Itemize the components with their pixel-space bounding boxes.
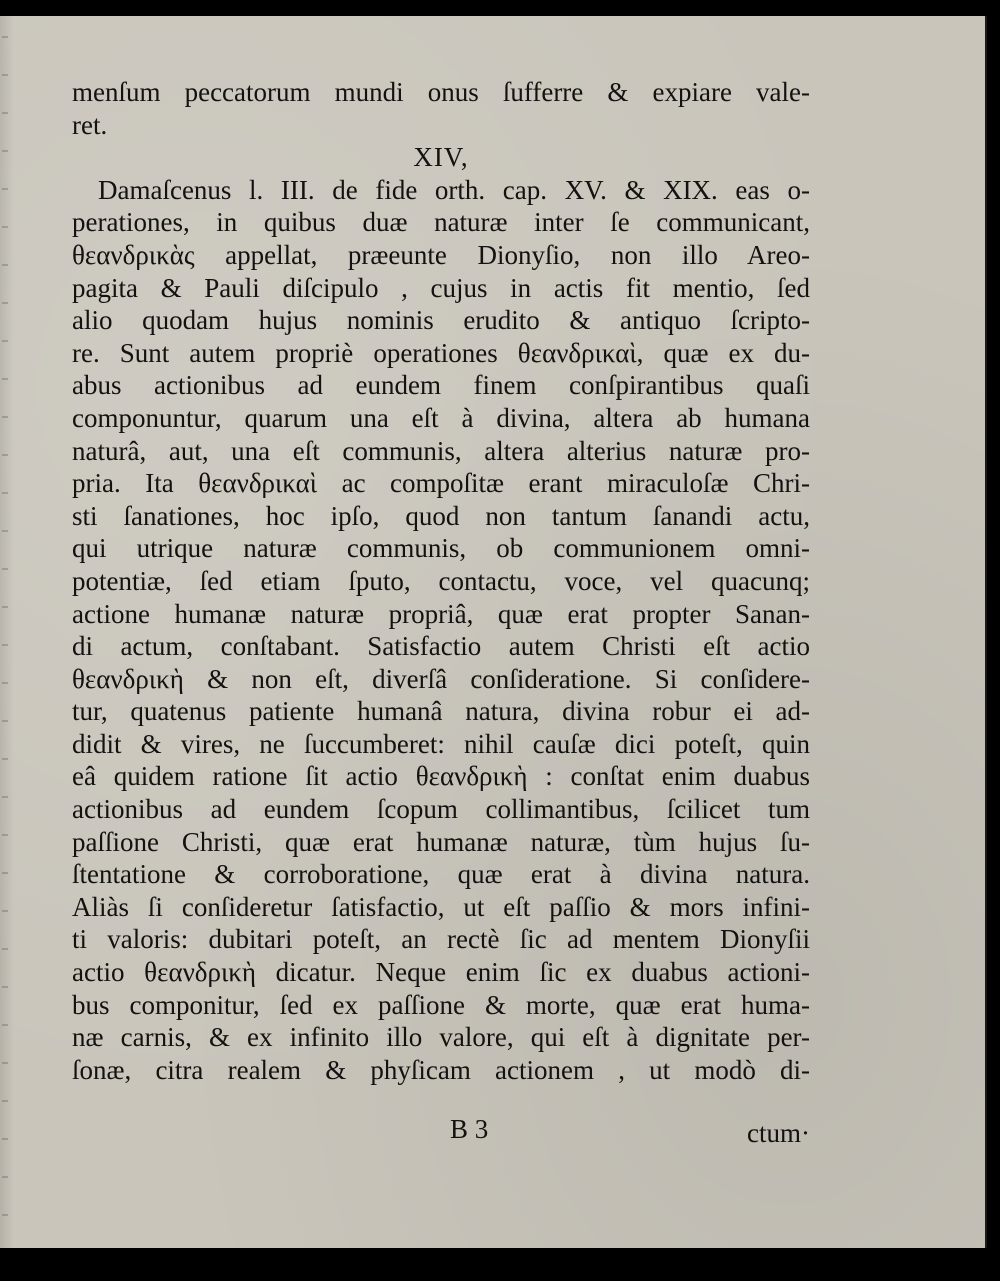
gutter-shadow: [2, 36, 8, 1216]
text-line: θεανδρικὰς appellat, præeunte Dionyſio, non illo Areo-: [72, 239, 810, 270]
text-line: eâ quidem ratione ſit actio θεανδρικὴ : conſtat enim duabus: [72, 761, 810, 792]
text-line: actio θεανδρικὴ dicatur. Neque enim ſic ex duabus actioni-: [72, 957, 810, 988]
text-line: pria. Ita θεανδρικαὶ ac compoſitæ erant miraculoſæ Chri-: [72, 468, 810, 499]
text-line: re. Sunt autem propriè operationes θεανδρικαὶ, quæ ex du-: [72, 337, 810, 368]
text-line: componuntur, quarum una eſt à divina, altera ab humana: [72, 402, 810, 433]
text-line: menſum peccatorum mundi onus ſufferre & expiare vale-: [72, 77, 810, 107]
text-line: naturâ, aut, una eſt communis, altera alterius naturæ pro-: [72, 435, 810, 466]
body-text: [72, 76, 810, 1086]
text-line: paſſione Christi, quæ erat humanæ naturæ, tùm hujus ſu-: [72, 826, 810, 857]
text-line: ſtentatione & corroboratione, quæ erat à divina natura.: [72, 859, 810, 890]
text-line: alio quodam hujus nominis erudito & antiquo ſcripto-: [72, 305, 810, 336]
text-line: qui utrique naturæ communis, ob communionem omni-: [72, 533, 810, 564]
text-line: actionibus ad eundem ſcopum collimantibus, ſcilicet tum: [72, 794, 810, 825]
text-line: Damaſcenus l. III. de fide orth. cap. XV. & XIX. eas o-: [98, 174, 810, 205]
text-line: sti ſanationes, hoc ipſo, quod non tantum ſanandi actu,: [72, 500, 810, 531]
text-line: ret.: [72, 109, 108, 140]
text-line: pagita & Pauli diſcipulo , cujus in actis fit mentio, ſed: [72, 272, 810, 303]
text-line: abus actionibus ad eundem finem conſpirantibus quaſi: [72, 370, 810, 401]
text-line: perationes, in quibus duæ naturæ inter ſe communicant,: [72, 207, 810, 238]
text-line: di actum, conſtabant. Satisfactio autem Christi eſt actio: [72, 631, 810, 662]
book-page: [0, 16, 987, 1248]
text-line: Aliàs ſi conſideretur ſatisfactio, ut eſt paſſio & mors infini-: [72, 891, 810, 922]
signature-mark: B 3: [450, 1114, 489, 1144]
text-line: næ carnis, & ex infinito illo valore, qui eſt à dignitate per-: [72, 1022, 810, 1053]
text-line: tur, quatenus patiente humanâ natura, divina robur ei ad-: [72, 696, 810, 727]
text-line: potentiæ, ſed etiam ſputo, contactu, voce, vel quacunq;: [72, 565, 810, 596]
text-line: actione humanæ naturæ propriâ, quæ erat propter Sanan-: [72, 598, 810, 629]
text-line: bus componitur, ſed ex paſſione & morte, quæ erat huma-: [72, 989, 810, 1020]
catchword: ctum·: [747, 1118, 810, 1148]
text-line: didit & vires, ne ſuccumberet: nihil cauſæ dici poteſt, quin: [72, 728, 810, 759]
text-line: θεανδρικὴ & non eſt, diverſâ conſideratione. Si conſidere-: [72, 663, 810, 694]
page-footer: [72, 1114, 810, 1150]
text-line: ſonæ, citra realem & phyſicam actionem , ut modò di-: [72, 1054, 810, 1085]
text-line: ti valoris: dubitari poteſt, an rectè ſic ad mentem Dionyſii: [72, 924, 810, 955]
section-heading: XIV,: [413, 142, 469, 173]
